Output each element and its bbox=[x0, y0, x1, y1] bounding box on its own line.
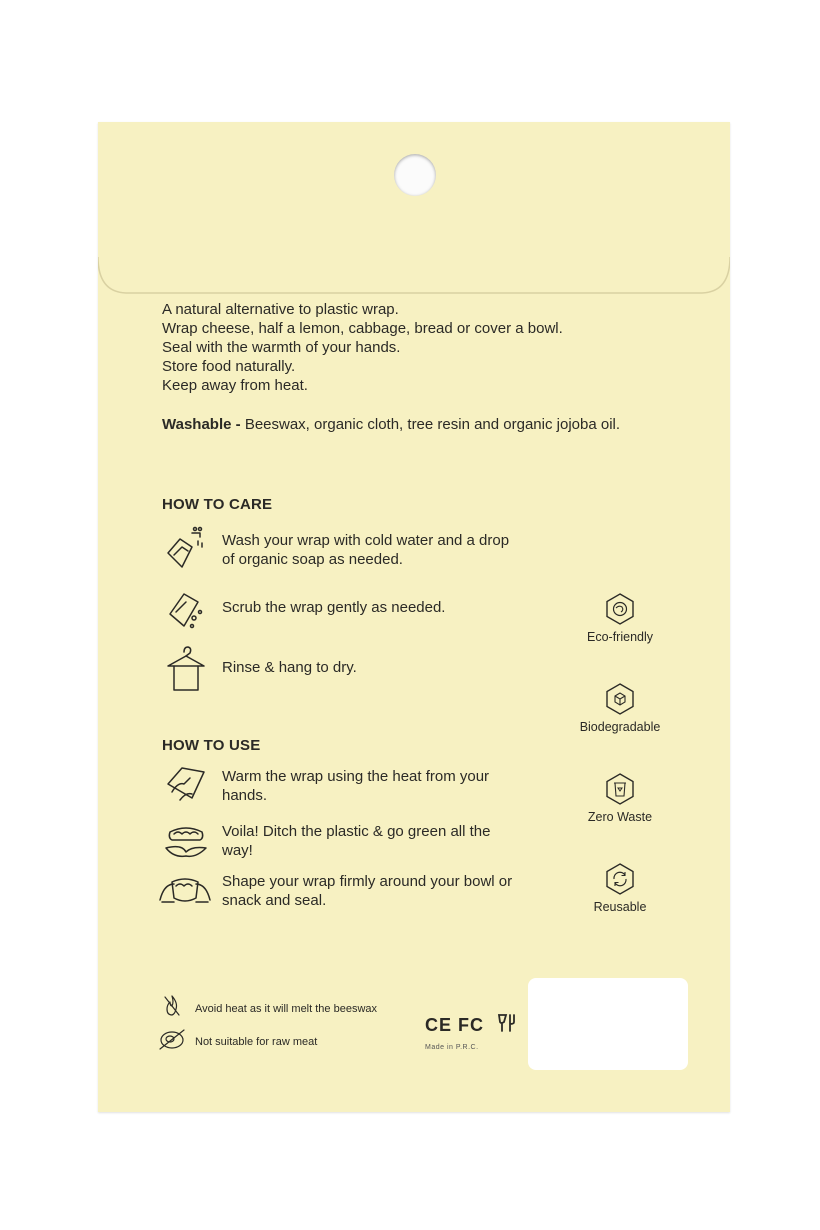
eco-friendly-icon bbox=[603, 592, 637, 626]
washable-text: Beeswax, organic cloth, tree resin and organic jojoba oil. bbox=[244, 416, 621, 433]
intro-line: Seal with the warmth of your hands. bbox=[162, 339, 401, 356]
badge-biodegradable bbox=[565, 682, 675, 734]
use-heading: HOW TO USE bbox=[162, 737, 261, 754]
intro-line: Keep away from heat. bbox=[162, 377, 308, 394]
warning-text: Not suitable for raw meat bbox=[195, 1036, 318, 1048]
reusable-icon bbox=[603, 862, 637, 896]
use-step-text: Warm the wrap using the heat from your hands. bbox=[222, 768, 490, 804]
care-heading: HOW TO CARE bbox=[162, 496, 273, 513]
badge-label: Eco-friendly bbox=[587, 630, 653, 644]
biodegradable-icon bbox=[603, 682, 637, 716]
food-safe-icon bbox=[496, 1012, 518, 1034]
intro-line: A natural alternative to plastic wrap. bbox=[162, 301, 399, 318]
badge-label: Biodegradable bbox=[579, 720, 661, 734]
intro-line: Wrap cheese, half a lemon, cabbage, bread or cover a bowl. bbox=[162, 320, 563, 337]
zero-waste-icon bbox=[603, 772, 637, 806]
washable-info bbox=[162, 415, 632, 434]
shape-wrap-icon bbox=[158, 870, 212, 910]
care-step-text: Rinse & hang to dry. bbox=[222, 659, 357, 676]
made-in: Made in P.R.C. bbox=[425, 1044, 479, 1051]
label-box bbox=[528, 978, 688, 1070]
scrub-icon bbox=[162, 584, 210, 632]
badge-label: Zero Waste bbox=[587, 810, 653, 824]
no-meat-icon bbox=[158, 1027, 186, 1051]
intro-text bbox=[162, 300, 632, 395]
intro-line: Store food naturally. bbox=[162, 358, 296, 375]
hang-hole bbox=[394, 154, 436, 196]
badge-reusable bbox=[565, 862, 675, 914]
warm-hands-icon bbox=[162, 762, 210, 806]
use-step-text: Voila! Ditch the plastic & go green all the way! bbox=[222, 823, 491, 859]
flap-outline bbox=[98, 122, 730, 297]
ce-fc-marks: CE FC bbox=[425, 1015, 484, 1035]
badge-label: Reusable bbox=[593, 900, 647, 914]
warning-text: Avoid heat as it will melt the beeswax bbox=[195, 1003, 377, 1015]
covered-bowl-icon bbox=[162, 822, 210, 862]
washable-label: Washable - bbox=[162, 416, 241, 433]
care-step-text: Scrub the wrap gently as needed. bbox=[222, 599, 446, 616]
hanger-icon bbox=[164, 644, 208, 694]
badge-zero-waste bbox=[565, 772, 675, 824]
care-step-text: Wash your wrap with cold water and a drop of organic soap as needed. bbox=[222, 532, 510, 568]
wash-icon bbox=[162, 525, 210, 573]
badge-eco-friendly bbox=[565, 592, 675, 644]
use-step-text: Shape your wrap firmly around your bowl or snack and seal. bbox=[222, 873, 513, 909]
certification-marks bbox=[425, 1012, 518, 1036]
product-card-back bbox=[98, 122, 730, 1112]
flame-icon bbox=[162, 994, 182, 1018]
